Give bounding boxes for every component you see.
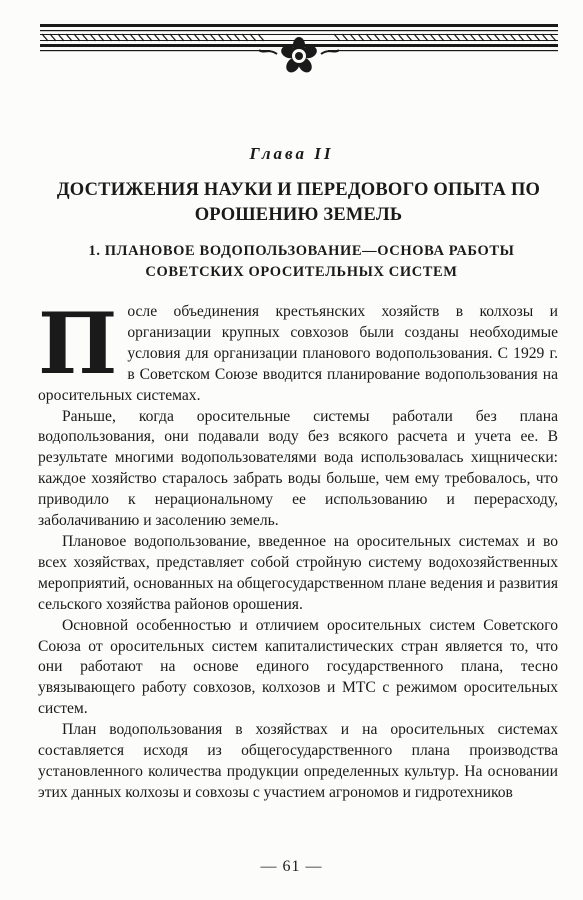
paragraph-1-text: осле объединения крестьянских хозяйств в колхозы и организации крупных совхозов были созданы необходимые условия для организации планового водопользования. С 1929 г. в Советском Союзе вводится планирование водопользования на оросительных системах. [38,303,558,404]
chapter-label: Глава II [249,144,334,163]
body-text [38,294,558,804]
chapter-title: ДОСТИЖЕНИЯ НАУКИ И ПЕРЕДОВОГО ОПЫТА ПО ОРОШЕНИЮ ЗЕМЕЛЬ [56,180,541,225]
floral-rosette-ornament-icon [40,20,558,76]
section-title: 1. ПЛАНОВОЕ ВОДОПОЛЬЗОВАНИЕ—ОСНОВА РАБОТЫ СОВЕТСКИХ ОРОСИТЕЛЬНЫХ СИСТЕМ [88,243,515,280]
drop-cap: П [38,294,118,393]
page-number: — 61 — [260,858,323,875]
paragraph-4: Основной особенностью и отличием оросительных систем Советского Союза от оросительных систем капиталистических стран является то, что они работают на основе единого государственного плана, тесно увязывающего работу совхозов, колхозов и МТС с режимом оросительных систем. [38,616,558,718]
paragraph-3: Плановое водопользование, введенное на оросительных системах и во всех хозяйствах, представляет собой стройную систему водохозяйственных мероприятий, основанных на общегосударственном плане ведения и развития сельского хозяйства районов орошения. [38,532,558,613]
paragraph-2: Раньше, когда оросительные системы работали без плана водопользования, они подавали воду без всякого расчета и учета ее. В результате многими водопользователями вода использовалась хищнически: каждое хозяйство старалось забрать воды больше, чем ему требовалось, что приводило к нерациональному ее использованию и перерасходу, заболачиванию и засолению земель. [38,407,558,530]
paragraph-5: План водопользования в хозяйствах и на оросительных системах составляется исходя из общегосударственного плана производства установленного количества продукции определенных культур. На основании этих данных колхозы и совхозы с участием агрономов и гидротехников [38,721,558,801]
paragraph-1 [38,294,558,407]
